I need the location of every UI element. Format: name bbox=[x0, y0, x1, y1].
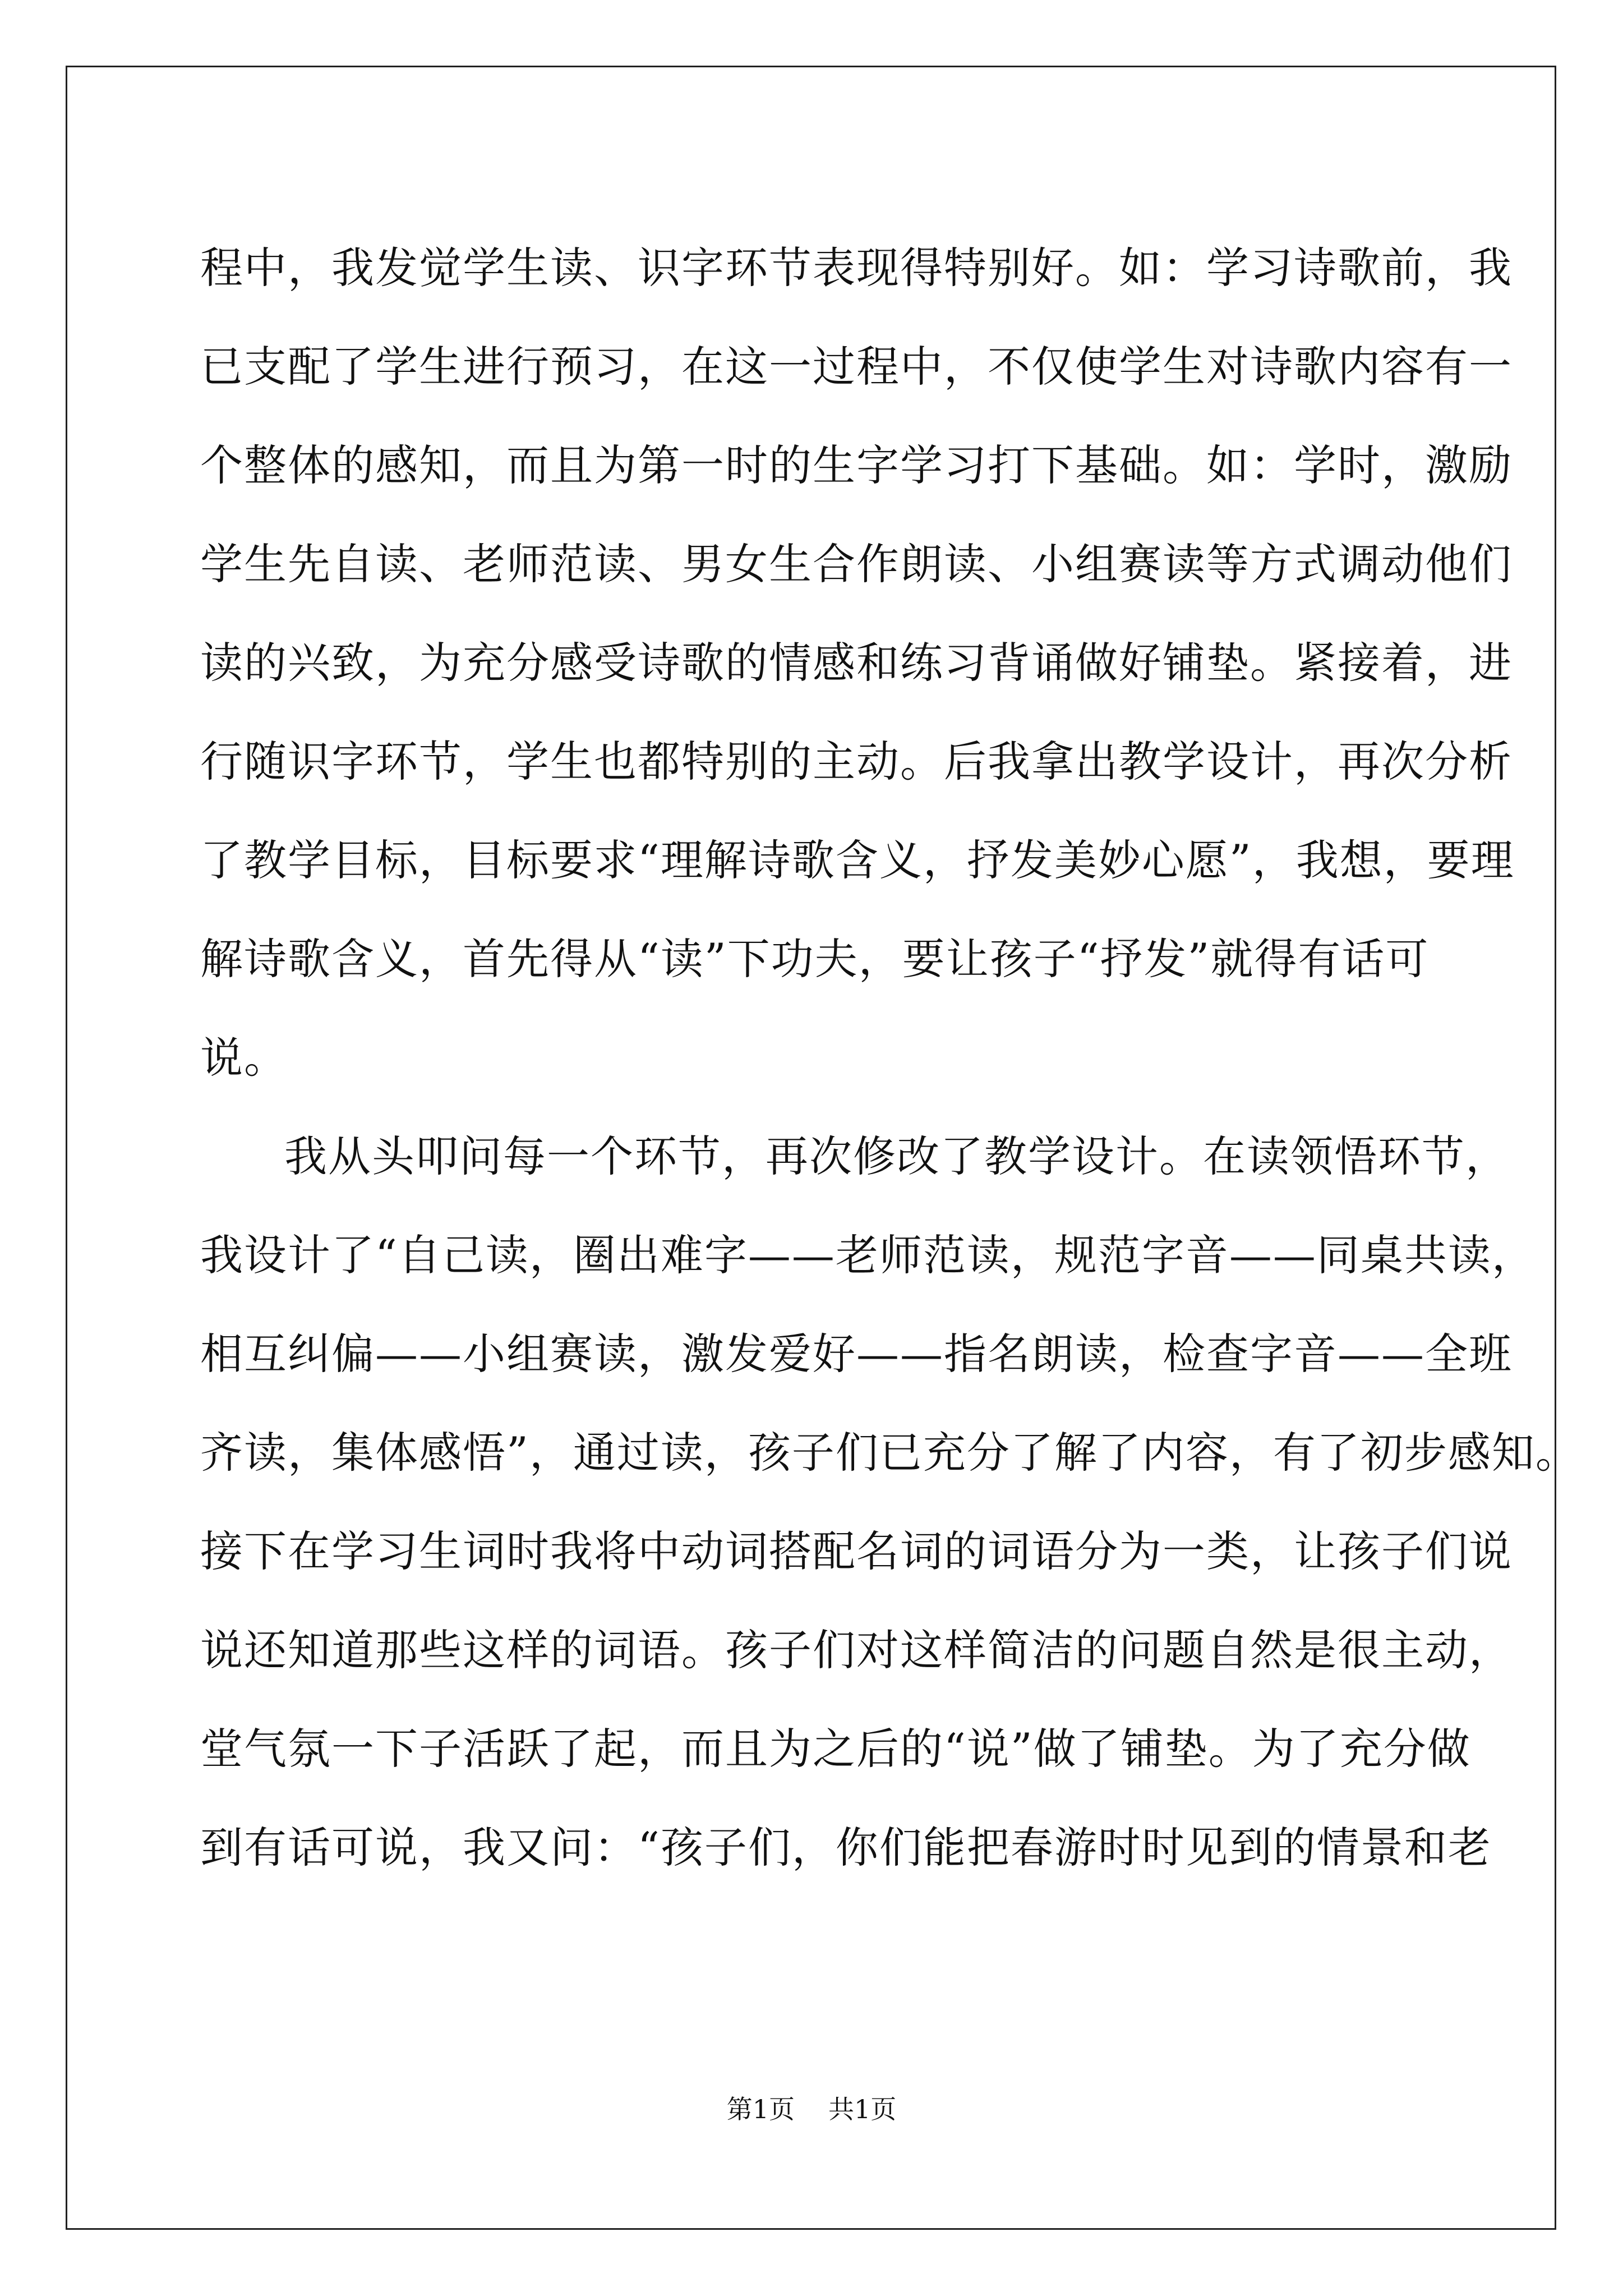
page-footer bbox=[0, 2092, 1623, 2126]
text-line: 说。 bbox=[200, 1033, 288, 1083]
page-total: 共1页 bbox=[828, 2094, 897, 2124]
text-line: 齐读，集体感悟”，通过读，孩子们已充分了解了内容，有了初步感知。 bbox=[200, 1428, 1579, 1478]
text-line: 学生先自读、老师范读、男女生合作朗读、小组赛读等方式调动他们 bbox=[200, 539, 1513, 589]
text-line: 相互纠偏——小组赛读，激发爱好——指名朗读，检查字音——全班 bbox=[200, 1329, 1513, 1379]
text-line: 堂气氛一下子活跃了起，而且为之后的“说”做了铺垫。为了充分做 bbox=[200, 1724, 1471, 1774]
text-line: 程中，我发觉学生读、识字环节表现得特别好。如：学习诗歌前，我 bbox=[200, 243, 1513, 293]
text-line: 已支配了学生进行预习，在这一过程中，不仅使学生对诗歌内容有一 bbox=[200, 342, 1513, 392]
text-line: 我从头叩问每一个环节，再次修改了教学设计。在读领悟环节， bbox=[284, 1131, 1509, 1181]
text-line: 到有话可说，我又问：“孩子们，你们能把春游时时见到的情景和老 bbox=[200, 1823, 1492, 1872]
text-line: 了教学目标，目标要求“理解诗歌含义，抒发美妙心愿”，我想，要理 bbox=[200, 835, 1515, 885]
text-line: 读的兴致，为充分感受诗歌的情感和练习背诵做好铺垫。紧接着，进 bbox=[200, 638, 1513, 688]
document-body bbox=[200, 219, 1579, 1897]
text-line: 接下在学习生词时我将中动词搭配名词的词语分为一类，让孩子们说 bbox=[200, 1526, 1513, 1576]
text-line: 我设计了“自己读，圈出难字——老师范读，规范字音——同桌共读， bbox=[200, 1230, 1536, 1280]
text-line: 个整体的感知，而且为第一时的生字学习打下基础。如：学时，激励 bbox=[200, 440, 1513, 490]
page-number: 第1页 bbox=[726, 2094, 795, 2124]
text-line: 说还知道那些这样的词语。孩子们对这样简洁的问题自然是很主动， bbox=[200, 1625, 1513, 1675]
text-line: 解诗歌含义，首先得从“读”下功夫，要让孩子“抒发”就得有话可 bbox=[200, 934, 1430, 984]
text-line: 行随识字环节，学生也都特别的主动。后我拿出教学设计，再次分析 bbox=[200, 737, 1513, 786]
